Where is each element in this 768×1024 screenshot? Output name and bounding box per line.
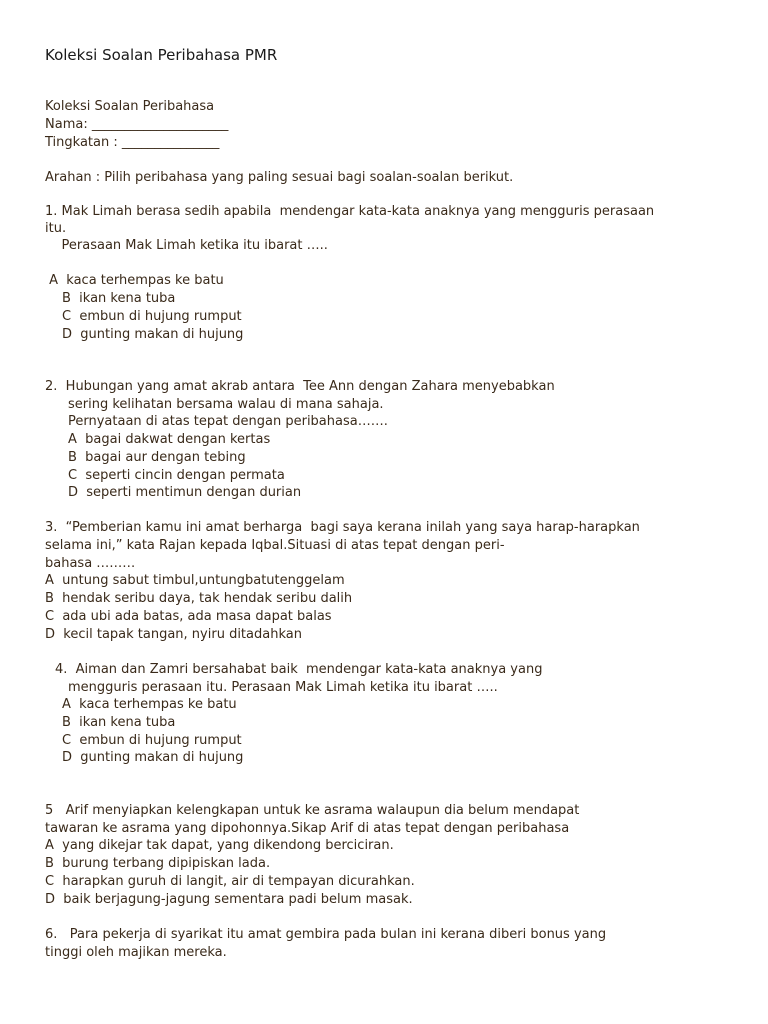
q3-stem-line2: selama ini,” kata Rajan kepada Iqbal.Situasi di atas tepat dengan peri- — [45, 538, 505, 553]
q4-stem-line1: 4. Aiman dan Zamri bersahabat baik mendengar kata-kata anaknya yang — [55, 662, 543, 677]
level-field: Tingkatan : _______________ — [45, 135, 220, 150]
q5-option-c: C harapkan guruh di langit, air di tempayan dicurahkan. — [45, 874, 415, 889]
q2-option-c: C seperti cincin dengan permata — [68, 468, 285, 483]
q5-option-a: A yang dikejar tak dapat, yang dikendong berciciran. — [45, 838, 394, 853]
q4-option-b: B ikan kena tuba — [62, 715, 176, 730]
q3-stem-line1: 3. “Pemberian kamu ini amat berharga bagi saya kerana inilah yang saya harap-harapkan — [45, 520, 640, 535]
q3-stem-line3: bahasa ……… — [45, 556, 136, 571]
q1-stem-line3: Perasaan Mak Limah ketika itu ibarat ….. — [45, 238, 328, 253]
q3-option-d: D kecil tapak tangan, nyiru ditadahkan — [45, 627, 302, 642]
q4-option-d: D gunting makan di hujung — [62, 750, 244, 765]
q6-stem-line1: 6. Para pekerja di syarikat itu amat gembira pada bulan ini kerana diberi bonus yang — [45, 927, 607, 942]
q2-stem-line2: sering kelihatan bersama walau di mana sahaja. — [68, 397, 384, 412]
q2-stem-line3: Pernyataan di atas tepat dengan peribahasa……. — [68, 414, 388, 429]
q4-option-c: C embun di hujung rumput — [62, 733, 242, 748]
name-field: Nama: _____________________ — [45, 117, 229, 132]
q4-option-a: A kaca terhempas ke batu — [62, 697, 237, 712]
q1-option-b: B ikan kena tuba — [62, 291, 176, 306]
q1-option-c: C embun di hujung rumput — [62, 309, 242, 324]
q1-option-d: D gunting makan di hujung — [62, 327, 244, 342]
q5-stem-line2: tawaran ke asrama yang dipohonnya.Sikap Arif di atas tepat dengan peribahasa — [45, 821, 570, 836]
q2-option-b: B bagai aur dengan tebing — [68, 450, 246, 465]
q2-option-d: D seperti mentimun dengan durian — [68, 485, 302, 500]
q2-stem-line1: 2. Hubungan yang amat akrab antara Tee Ann dengan Zahara menyebabkan — [45, 379, 555, 394]
document-title: Koleksi Soalan Peribahasa PMR — [45, 46, 278, 64]
q5-option-d: D baik berjagung-jagung sementara padi belum masak. — [45, 892, 413, 907]
q3-option-a: A untung sabut timbul,untungbatutenggelam — [45, 573, 345, 588]
q6-stem-line2: tinggi oleh majikan mereka. — [45, 945, 227, 960]
q3-option-b: B hendak seribu daya, tak hendak seribu dalih — [45, 591, 353, 606]
q5-stem-line1: 5 Arif menyiapkan kelengkapan untuk ke asrama walaupun dia belum mendapat — [45, 803, 580, 818]
q5-option-b: B burung terbang dipipiskan lada. — [45, 856, 271, 871]
q3-option-c: C ada ubi ada batas, ada masa dapat balas — [45, 609, 332, 624]
header-subtitle: Koleksi Soalan Peribahasa — [45, 99, 215, 114]
q1-stem-line1: 1. Mak Limah berasa sedih apabila mendengar kata-kata anaknya yang mengguris perasaan — [45, 204, 655, 219]
instruction: Arahan : Pilih peribahasa yang paling sesuai bagi soalan-soalan berikut. — [45, 170, 514, 185]
q4-stem-line2: mengguris perasaan itu. Perasaan Mak Limah ketika itu ibarat ….. — [68, 680, 498, 695]
q1-option-a: A kaca terhempas ke batu — [45, 273, 224, 288]
q2-option-a: A bagai dakwat dengan kertas — [68, 432, 271, 447]
q1-stem-line2: itu. — [45, 221, 67, 236]
